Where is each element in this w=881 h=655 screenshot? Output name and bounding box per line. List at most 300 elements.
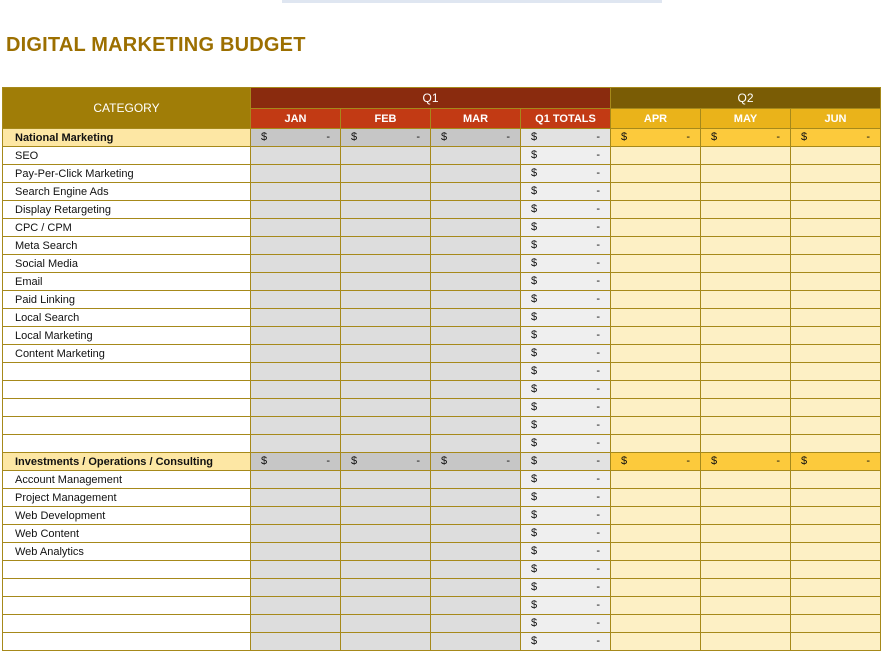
mar-cell[interactable] bbox=[431, 507, 521, 525]
amount-value: - bbox=[326, 131, 330, 143]
jan-cell[interactable] bbox=[251, 237, 341, 255]
q1-total-cell[interactable] bbox=[521, 615, 611, 633]
apr-cell[interactable] bbox=[611, 345, 701, 363]
category-cell[interactable]: Content Marketing bbox=[3, 345, 251, 363]
jan-cell[interactable] bbox=[251, 273, 341, 291]
section-q1-total-cell[interactable] bbox=[521, 129, 611, 147]
jan-cell[interactable] bbox=[251, 201, 341, 219]
currency-symbol: $ bbox=[801, 131, 808, 143]
q1-total-cell[interactable] bbox=[521, 435, 611, 453]
jan-cell[interactable] bbox=[251, 219, 341, 237]
may-cell[interactable] bbox=[701, 561, 791, 579]
mar-cell[interactable] bbox=[431, 597, 521, 615]
mar-cell[interactable] bbox=[431, 633, 521, 651]
jan-cell[interactable] bbox=[251, 507, 341, 525]
may-cell[interactable] bbox=[701, 507, 791, 525]
may-cell[interactable] bbox=[701, 417, 791, 435]
currency-symbol: $ bbox=[711, 455, 718, 467]
may-cell[interactable] bbox=[701, 345, 791, 363]
currency-symbol: $ bbox=[531, 455, 538, 467]
feb-cell[interactable] bbox=[341, 579, 431, 597]
table-row bbox=[3, 291, 881, 309]
amount-value: - bbox=[506, 131, 510, 143]
category-cell[interactable]: Pay-Per-Click Marketing bbox=[3, 165, 251, 183]
may-cell[interactable] bbox=[701, 363, 791, 381]
mar-cell[interactable] bbox=[431, 471, 521, 489]
amount-value: - bbox=[506, 455, 510, 467]
feb-cell[interactable] bbox=[341, 381, 431, 399]
table-row bbox=[3, 417, 881, 435]
table-row bbox=[3, 561, 881, 579]
jan-cell[interactable] bbox=[251, 309, 341, 327]
feb-cell[interactable] bbox=[341, 201, 431, 219]
currency-symbol: $ bbox=[531, 527, 538, 539]
jan-cell[interactable] bbox=[251, 471, 341, 489]
jun-cell[interactable] bbox=[791, 165, 881, 183]
feb-cell[interactable] bbox=[341, 471, 431, 489]
currency-symbol: $ bbox=[531, 419, 538, 431]
may-cell[interactable] bbox=[701, 543, 791, 561]
category-cell[interactable] bbox=[3, 579, 251, 597]
q1-total-cell[interactable] bbox=[521, 201, 611, 219]
jun-cell[interactable] bbox=[791, 363, 881, 381]
q2-header: Q2 bbox=[611, 88, 881, 109]
apr-cell[interactable] bbox=[611, 309, 701, 327]
category-cell[interactable]: Web Analytics bbox=[3, 543, 251, 561]
mar-cell[interactable] bbox=[431, 237, 521, 255]
jan-cell[interactable] bbox=[251, 561, 341, 579]
table-row bbox=[3, 165, 881, 183]
jun-cell[interactable] bbox=[791, 525, 881, 543]
mar-cell[interactable] bbox=[431, 381, 521, 399]
category-cell[interactable]: Paid Linking bbox=[3, 291, 251, 309]
jun-cell[interactable] bbox=[791, 435, 881, 453]
jun-cell[interactable] bbox=[791, 147, 881, 165]
category-cell[interactable] bbox=[3, 417, 251, 435]
apr-cell[interactable] bbox=[611, 471, 701, 489]
amount-value: - bbox=[596, 275, 600, 287]
amount-value: - bbox=[686, 455, 690, 467]
amount-value: - bbox=[596, 257, 600, 269]
mar-cell[interactable] bbox=[431, 201, 521, 219]
section-may-cell[interactable] bbox=[701, 453, 791, 471]
jun-cell[interactable] bbox=[791, 633, 881, 651]
mar-cell[interactable] bbox=[431, 273, 521, 291]
may-cell[interactable] bbox=[701, 579, 791, 597]
top-bar bbox=[282, 0, 662, 3]
amount-value: - bbox=[596, 545, 600, 557]
category-cell[interactable] bbox=[3, 435, 251, 453]
jun-cell[interactable] bbox=[791, 507, 881, 525]
jun-cell[interactable] bbox=[791, 579, 881, 597]
currency-symbol: $ bbox=[531, 599, 538, 611]
q1-total-cell[interactable] bbox=[521, 309, 611, 327]
jan-cell[interactable] bbox=[251, 183, 341, 201]
category-cell[interactable]: SEO bbox=[3, 147, 251, 165]
section-feb-cell[interactable] bbox=[341, 453, 431, 471]
jan-cell[interactable] bbox=[251, 147, 341, 165]
jun-cell[interactable] bbox=[791, 273, 881, 291]
table-row bbox=[3, 183, 881, 201]
category-cell[interactable]: Web Content bbox=[3, 525, 251, 543]
q1-total-cell[interactable] bbox=[521, 147, 611, 165]
currency-symbol: $ bbox=[531, 437, 538, 449]
currency-symbol: $ bbox=[531, 473, 538, 485]
may-cell[interactable] bbox=[701, 165, 791, 183]
feb-cell[interactable] bbox=[341, 237, 431, 255]
amount-value: - bbox=[596, 455, 600, 467]
may-cell[interactable] bbox=[701, 147, 791, 165]
table-row bbox=[3, 147, 881, 165]
table-row bbox=[3, 543, 881, 561]
feb-cell[interactable] bbox=[341, 633, 431, 651]
category-cell[interactable] bbox=[3, 381, 251, 399]
currency-symbol: $ bbox=[531, 383, 538, 395]
mar-cell[interactable] bbox=[431, 615, 521, 633]
feb-cell[interactable] bbox=[341, 597, 431, 615]
jan-cell[interactable] bbox=[251, 597, 341, 615]
table-row bbox=[3, 219, 881, 237]
jan-cell[interactable] bbox=[251, 399, 341, 417]
amount-value: - bbox=[596, 329, 600, 341]
amount-value: - bbox=[326, 455, 330, 467]
apr-cell[interactable] bbox=[611, 525, 701, 543]
apr-cell[interactable] bbox=[611, 417, 701, 435]
apr-cell[interactable] bbox=[611, 273, 701, 291]
mar-cell[interactable] bbox=[431, 165, 521, 183]
may-cell[interactable] bbox=[701, 471, 791, 489]
q1-total-cell[interactable] bbox=[521, 273, 611, 291]
jun-cell[interactable] bbox=[791, 381, 881, 399]
mar-cell[interactable] bbox=[431, 399, 521, 417]
mar-cell[interactable] bbox=[431, 543, 521, 561]
jun-cell[interactable] bbox=[791, 471, 881, 489]
currency-symbol: $ bbox=[261, 455, 268, 467]
may-cell[interactable] bbox=[701, 615, 791, 633]
may-cell[interactable] bbox=[701, 255, 791, 273]
q1-total-cell[interactable] bbox=[521, 399, 611, 417]
jun-cell[interactable] bbox=[791, 309, 881, 327]
q1-total-cell[interactable] bbox=[521, 579, 611, 597]
jun-cell[interactable] bbox=[791, 219, 881, 237]
q1-total-cell[interactable] bbox=[521, 471, 611, 489]
apr-cell[interactable] bbox=[611, 327, 701, 345]
apr-cell[interactable] bbox=[611, 165, 701, 183]
jan-cell[interactable] bbox=[251, 327, 341, 345]
category-cell[interactable]: Web Development bbox=[3, 507, 251, 525]
may-cell[interactable] bbox=[701, 435, 791, 453]
apr-cell[interactable] bbox=[611, 435, 701, 453]
may-cell[interactable] bbox=[701, 273, 791, 291]
amount-value: - bbox=[596, 617, 600, 629]
category-cell[interactable]: Meta Search bbox=[3, 237, 251, 255]
feb-cell[interactable] bbox=[341, 507, 431, 525]
section-mar-cell[interactable] bbox=[431, 453, 521, 471]
feb-cell[interactable] bbox=[341, 399, 431, 417]
jan-cell[interactable] bbox=[251, 165, 341, 183]
may-cell[interactable] bbox=[701, 183, 791, 201]
currency-symbol: $ bbox=[531, 185, 538, 197]
amount-value: - bbox=[596, 419, 600, 431]
jan-cell[interactable] bbox=[251, 417, 341, 435]
feb-cell[interactable] bbox=[341, 345, 431, 363]
apr-cell[interactable] bbox=[611, 291, 701, 309]
category-cell[interactable] bbox=[3, 363, 251, 381]
may-cell[interactable] bbox=[701, 525, 791, 543]
may-cell[interactable] bbox=[701, 237, 791, 255]
section-jan-cell[interactable] bbox=[251, 129, 341, 147]
mar-cell[interactable] bbox=[431, 255, 521, 273]
category-cell[interactable] bbox=[3, 399, 251, 417]
mar-cell[interactable] bbox=[431, 147, 521, 165]
mar-cell[interactable] bbox=[431, 309, 521, 327]
jan-cell[interactable] bbox=[251, 381, 341, 399]
feb-cell[interactable] bbox=[341, 435, 431, 453]
amount-value: - bbox=[596, 437, 600, 449]
category-cell[interactable] bbox=[3, 561, 251, 579]
apr-cell[interactable] bbox=[611, 489, 701, 507]
currency-symbol: $ bbox=[531, 401, 538, 413]
jun-cell[interactable] bbox=[791, 255, 881, 273]
currency-symbol: $ bbox=[531, 635, 538, 647]
currency-symbol: $ bbox=[531, 221, 538, 233]
amount-value: - bbox=[596, 563, 600, 575]
jun-cell[interactable] bbox=[791, 327, 881, 345]
amount-value: - bbox=[416, 455, 420, 467]
amount-value: - bbox=[596, 203, 600, 215]
mar-cell[interactable] bbox=[431, 417, 521, 435]
mar-cell[interactable] bbox=[431, 525, 521, 543]
apr-cell[interactable] bbox=[611, 363, 701, 381]
table-row bbox=[3, 489, 881, 507]
jun-cell[interactable] bbox=[791, 201, 881, 219]
apr-cell[interactable] bbox=[611, 543, 701, 561]
feb-cell[interactable] bbox=[341, 615, 431, 633]
q1-total-cell[interactable] bbox=[521, 219, 611, 237]
q1-totals-header: Q1 TOTALS bbox=[521, 109, 611, 129]
jun-cell[interactable] bbox=[791, 237, 881, 255]
currency-symbol: $ bbox=[711, 131, 718, 143]
mar-cell[interactable] bbox=[431, 183, 521, 201]
apr-cell[interactable] bbox=[611, 147, 701, 165]
may-cell[interactable] bbox=[701, 291, 791, 309]
page-title: DIGITAL MARKETING BUDGET bbox=[6, 34, 306, 56]
apr-cell[interactable] bbox=[611, 615, 701, 633]
q1-total-cell[interactable] bbox=[521, 417, 611, 435]
amount-value: - bbox=[596, 239, 600, 251]
mar-cell[interactable] bbox=[431, 219, 521, 237]
mar-cell[interactable] bbox=[431, 363, 521, 381]
apr-cell[interactable] bbox=[611, 597, 701, 615]
q1-total-cell[interactable] bbox=[521, 597, 611, 615]
amount-value: - bbox=[596, 347, 600, 359]
feb-cell[interactable] bbox=[341, 273, 431, 291]
may-cell[interactable] bbox=[701, 597, 791, 615]
apr-cell[interactable] bbox=[611, 183, 701, 201]
category-cell[interactable]: Project Management bbox=[3, 489, 251, 507]
q1-total-cell[interactable] bbox=[521, 525, 611, 543]
category-cell[interactable]: Email bbox=[3, 273, 251, 291]
may-cell[interactable] bbox=[701, 327, 791, 345]
section-feb-cell[interactable] bbox=[341, 129, 431, 147]
currency-symbol: $ bbox=[531, 257, 538, 269]
table-row bbox=[3, 525, 881, 543]
q1-total-cell[interactable] bbox=[521, 561, 611, 579]
feb-cell[interactable] bbox=[341, 327, 431, 345]
feb-cell[interactable] bbox=[341, 417, 431, 435]
mar-cell[interactable] bbox=[431, 327, 521, 345]
category-cell[interactable]: Local Marketing bbox=[3, 327, 251, 345]
apr-cell[interactable] bbox=[611, 579, 701, 597]
category-cell[interactable]: Social Media bbox=[3, 255, 251, 273]
jan-cell[interactable] bbox=[251, 291, 341, 309]
jun-cell[interactable] bbox=[791, 417, 881, 435]
apr-cell[interactable] bbox=[611, 219, 701, 237]
q1-total-cell[interactable] bbox=[521, 345, 611, 363]
jan-cell[interactable] bbox=[251, 579, 341, 597]
section-label[interactable]: National Marketing bbox=[3, 129, 251, 147]
currency-symbol: $ bbox=[531, 149, 538, 161]
mar-cell[interactable] bbox=[431, 579, 521, 597]
amount-value: - bbox=[686, 131, 690, 143]
q1-total-cell[interactable] bbox=[521, 291, 611, 309]
feb-cell[interactable] bbox=[341, 309, 431, 327]
feb-cell[interactable] bbox=[341, 291, 431, 309]
may-cell[interactable] bbox=[701, 489, 791, 507]
section-may-cell[interactable] bbox=[701, 129, 791, 147]
q1-total-cell[interactable] bbox=[521, 165, 611, 183]
jun-cell[interactable] bbox=[791, 561, 881, 579]
apr-cell[interactable] bbox=[611, 381, 701, 399]
apr-cell[interactable] bbox=[611, 633, 701, 651]
q1-total-cell[interactable] bbox=[521, 381, 611, 399]
category-cell[interactable] bbox=[3, 633, 251, 651]
may-cell[interactable] bbox=[701, 633, 791, 651]
apr-cell[interactable] bbox=[611, 399, 701, 417]
table-row bbox=[3, 399, 881, 417]
jan-cell[interactable] bbox=[251, 489, 341, 507]
feb-cell[interactable] bbox=[341, 543, 431, 561]
section-jun-cell[interactable] bbox=[791, 129, 881, 147]
amount-value: - bbox=[596, 149, 600, 161]
jan-cell[interactable] bbox=[251, 633, 341, 651]
currency-symbol: $ bbox=[441, 455, 448, 467]
jun-cell[interactable] bbox=[791, 615, 881, 633]
section-mar-cell[interactable] bbox=[431, 129, 521, 147]
amount-value: - bbox=[596, 167, 600, 179]
category-cell[interactable]: CPC / CPM bbox=[3, 219, 251, 237]
feb-cell[interactable] bbox=[341, 219, 431, 237]
jan-cell[interactable] bbox=[251, 435, 341, 453]
q1-total-cell[interactable] bbox=[521, 327, 611, 345]
feb-cell[interactable] bbox=[341, 147, 431, 165]
category-cell[interactable]: Local Search bbox=[3, 309, 251, 327]
category-header: CATEGORY bbox=[3, 88, 251, 129]
apr-cell[interactable] bbox=[611, 201, 701, 219]
jun-cell[interactable] bbox=[791, 183, 881, 201]
feb-cell[interactable] bbox=[341, 525, 431, 543]
apr-cell[interactable] bbox=[611, 255, 701, 273]
may-cell[interactable] bbox=[701, 201, 791, 219]
jan-cell[interactable] bbox=[251, 525, 341, 543]
q1-total-cell[interactable] bbox=[521, 183, 611, 201]
may-cell[interactable] bbox=[701, 309, 791, 327]
feb-cell[interactable] bbox=[341, 165, 431, 183]
mar-cell[interactable] bbox=[431, 489, 521, 507]
feb-cell[interactable] bbox=[341, 183, 431, 201]
jan-cell[interactable] bbox=[251, 543, 341, 561]
q1-total-cell[interactable] bbox=[521, 363, 611, 381]
q1-total-cell[interactable] bbox=[521, 633, 611, 651]
currency-symbol: $ bbox=[531, 581, 538, 593]
jan-cell[interactable] bbox=[251, 345, 341, 363]
category-cell[interactable] bbox=[3, 597, 251, 615]
feb-cell[interactable] bbox=[341, 489, 431, 507]
mar-cell[interactable] bbox=[431, 561, 521, 579]
currency-symbol: $ bbox=[531, 347, 538, 359]
jun-cell[interactable] bbox=[791, 399, 881, 417]
may-cell[interactable] bbox=[701, 399, 791, 417]
category-cell[interactable]: Display Retargeting bbox=[3, 201, 251, 219]
feb-cell[interactable] bbox=[341, 363, 431, 381]
jun-cell[interactable] bbox=[791, 291, 881, 309]
currency-symbol: $ bbox=[531, 311, 538, 323]
jun-cell[interactable] bbox=[791, 345, 881, 363]
jun-cell[interactable] bbox=[791, 489, 881, 507]
feb-cell[interactable] bbox=[341, 255, 431, 273]
amount-value: - bbox=[416, 131, 420, 143]
amount-value: - bbox=[596, 131, 600, 143]
section-jun-cell[interactable] bbox=[791, 453, 881, 471]
may-cell[interactable] bbox=[701, 381, 791, 399]
month-header-feb: FEB bbox=[341, 109, 431, 129]
section-apr-cell[interactable] bbox=[611, 453, 701, 471]
currency-symbol: $ bbox=[351, 131, 358, 143]
section-jan-cell[interactable] bbox=[251, 453, 341, 471]
jan-cell[interactable] bbox=[251, 255, 341, 273]
mar-cell[interactable] bbox=[431, 345, 521, 363]
apr-cell[interactable] bbox=[611, 561, 701, 579]
jan-cell[interactable] bbox=[251, 615, 341, 633]
amount-value: - bbox=[596, 311, 600, 323]
category-cell[interactable] bbox=[3, 615, 251, 633]
currency-symbol: $ bbox=[531, 617, 538, 629]
section-label[interactable]: Investments / Operations / Consulting bbox=[3, 453, 251, 471]
table-row bbox=[3, 633, 881, 651]
q1-total-cell[interactable] bbox=[521, 507, 611, 525]
currency-symbol: $ bbox=[441, 131, 448, 143]
category-cell[interactable]: Search Engine Ads bbox=[3, 183, 251, 201]
section-apr-cell[interactable] bbox=[611, 129, 701, 147]
mar-cell[interactable] bbox=[431, 435, 521, 453]
apr-cell[interactable] bbox=[611, 237, 701, 255]
amount-value: - bbox=[596, 293, 600, 305]
feb-cell[interactable] bbox=[341, 561, 431, 579]
jun-cell[interactable] bbox=[791, 597, 881, 615]
q1-total-cell[interactable] bbox=[521, 237, 611, 255]
jun-cell[interactable] bbox=[791, 543, 881, 561]
q1-total-cell[interactable] bbox=[521, 489, 611, 507]
mar-cell[interactable] bbox=[431, 291, 521, 309]
q1-total-cell[interactable] bbox=[521, 255, 611, 273]
section-q1-total-cell[interactable] bbox=[521, 453, 611, 471]
may-cell[interactable] bbox=[701, 219, 791, 237]
jan-cell[interactable] bbox=[251, 363, 341, 381]
category-cell[interactable]: Account Management bbox=[3, 471, 251, 489]
currency-symbol: $ bbox=[531, 491, 538, 503]
q1-total-cell[interactable] bbox=[521, 543, 611, 561]
apr-cell[interactable] bbox=[611, 507, 701, 525]
